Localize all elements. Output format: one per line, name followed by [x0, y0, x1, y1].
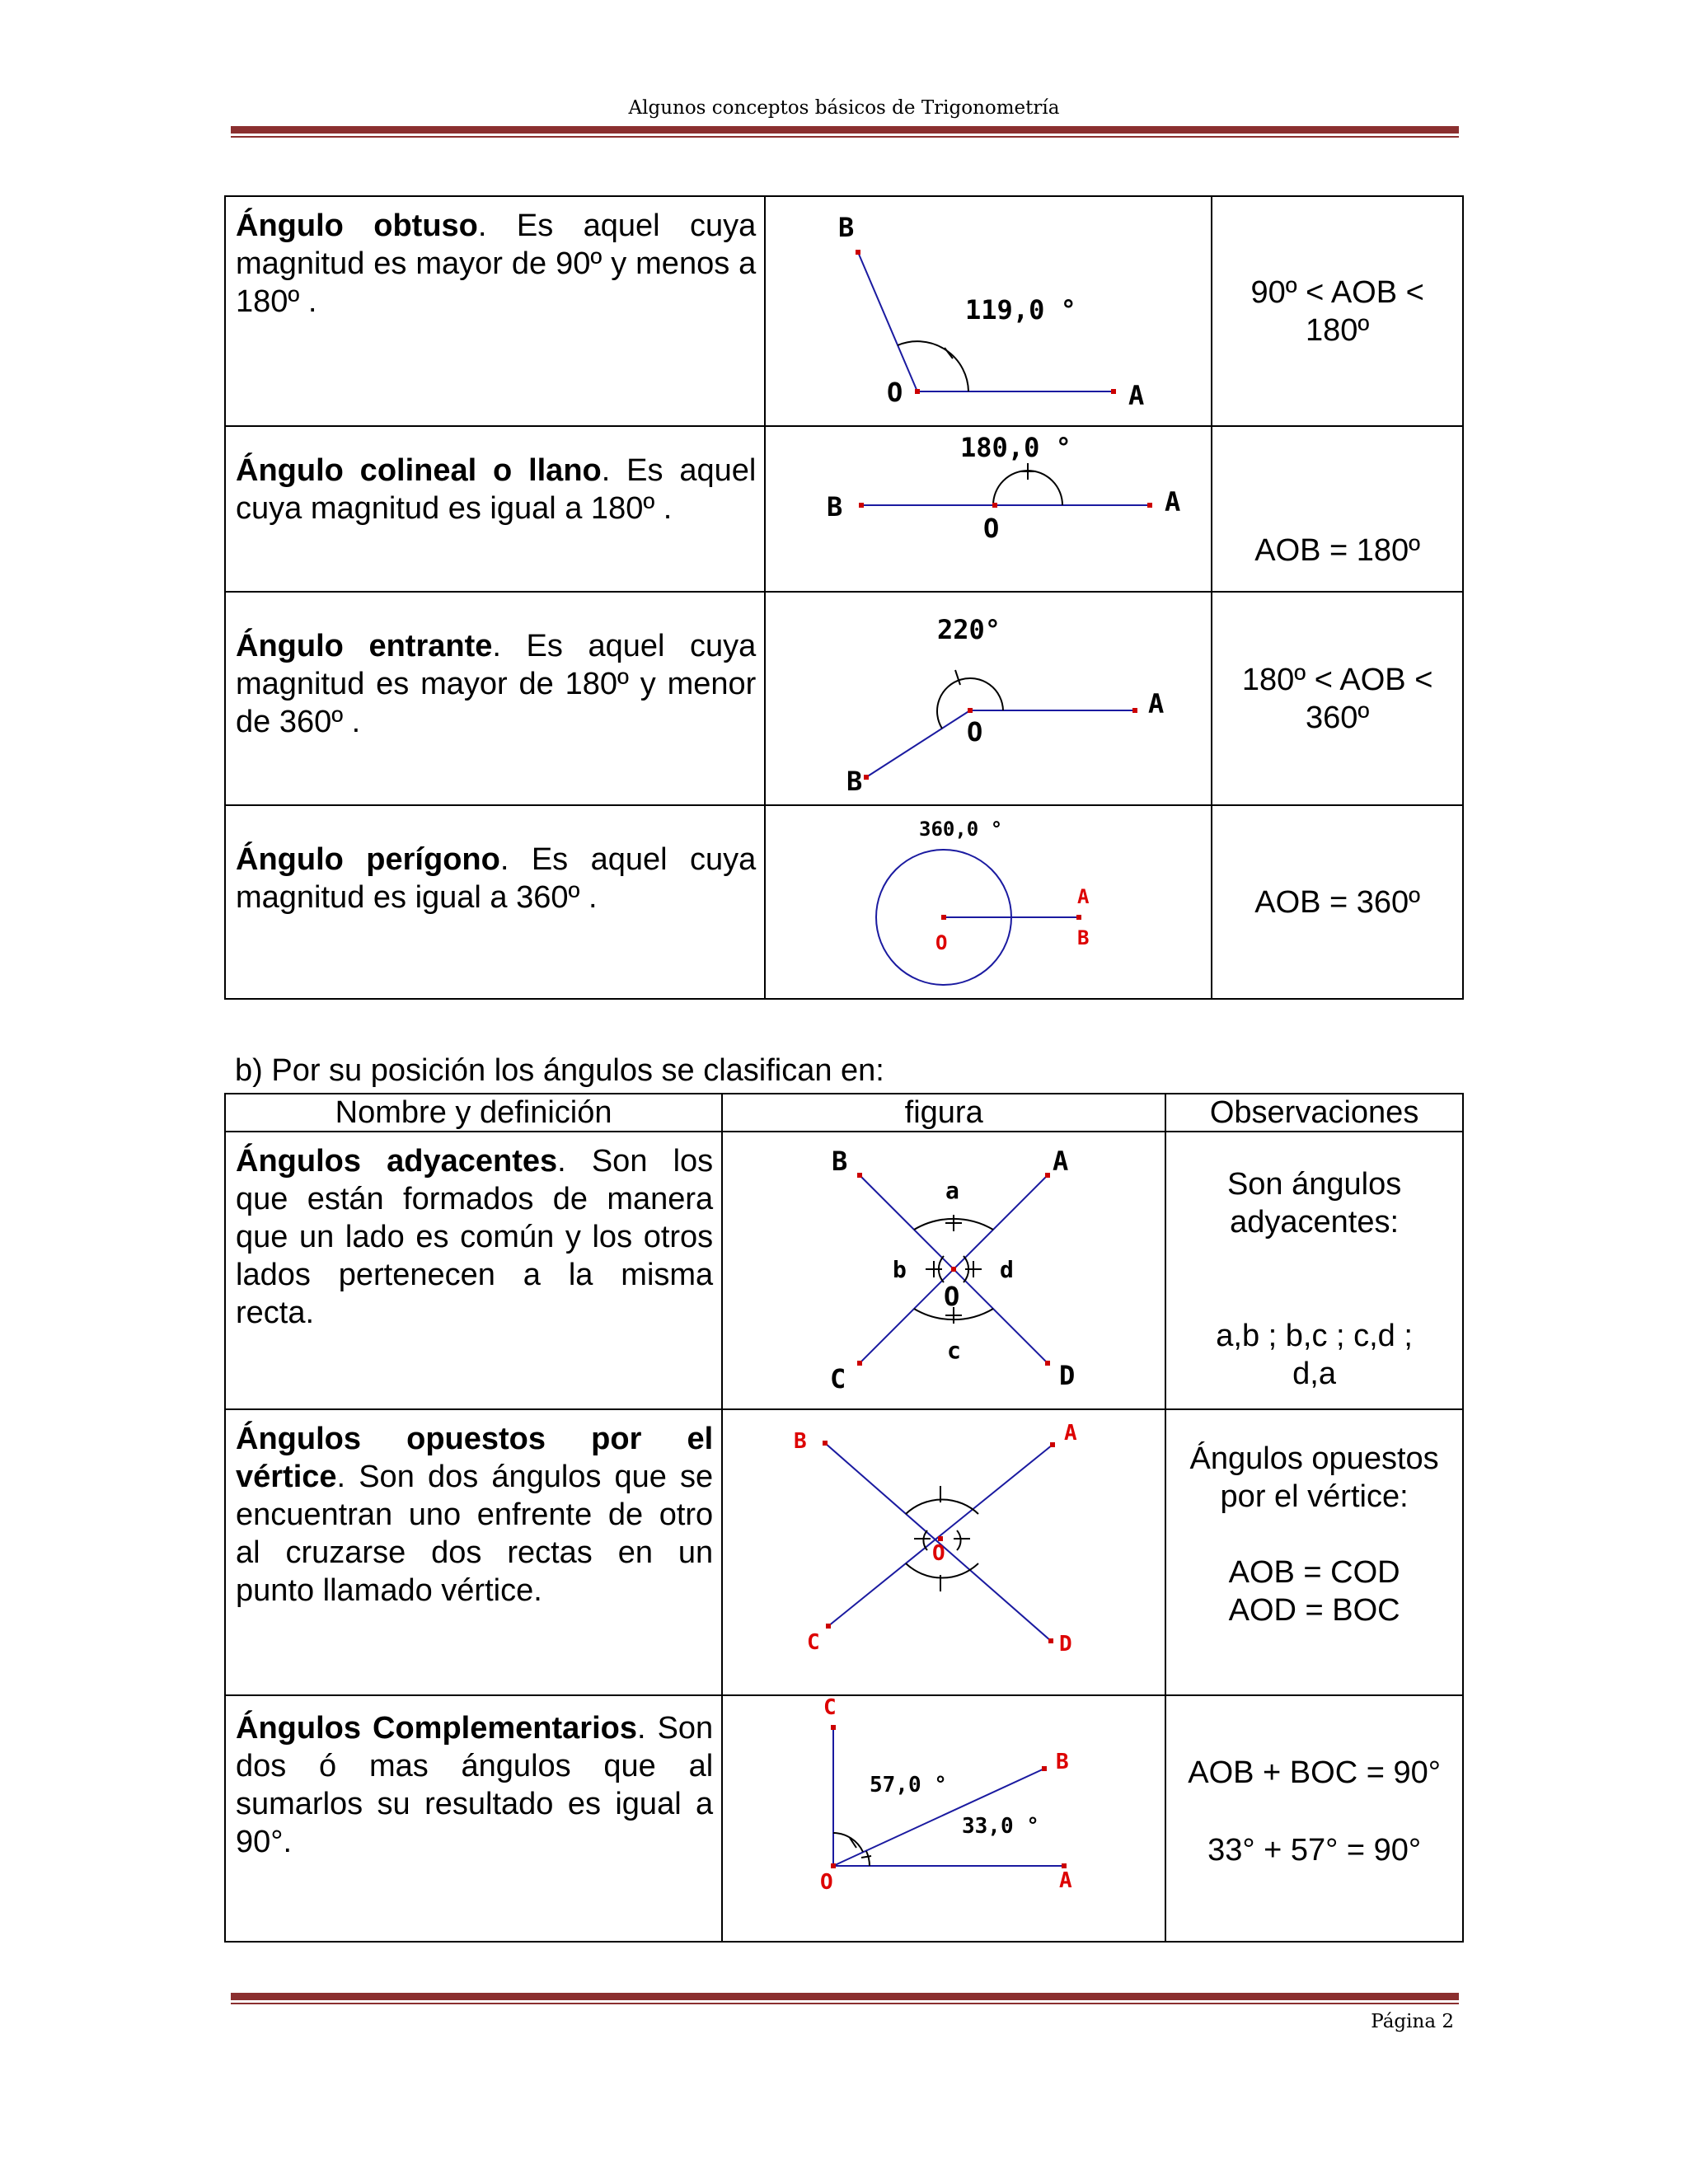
observation-line: d,a	[1292, 1357, 1336, 1391]
term-definition: . Es aquel cuya magnitud es mayor de 90º y menos a 180º .	[236, 209, 757, 319]
point-c-label: C	[807, 1630, 820, 1655]
observation-line: adyacentes:	[1230, 1205, 1400, 1240]
definition-cell	[225, 592, 765, 805]
table-row	[225, 1409, 1463, 1695]
observation-line: 180º	[1306, 312, 1370, 348]
column-header: Observaciones	[1165, 1094, 1463, 1132]
column-header: Nombre y definición	[225, 1094, 722, 1132]
observation-line: AOB = 360º	[1254, 884, 1421, 920]
observation-line: AOB + BOC = 90°	[1188, 1755, 1441, 1790]
observation-cell	[1212, 196, 1463, 426]
point-a-label: A	[1165, 486, 1181, 518]
point-a-label: A	[1148, 688, 1165, 719]
angle-measure-label: 360,0 °	[919, 818, 1003, 841]
vertex-o-label: O	[887, 377, 903, 408]
point-b-label: B	[838, 212, 855, 243]
reflex-angle-figure	[766, 593, 1211, 800]
angle-positions-table	[224, 1093, 1464, 1943]
point-a-label: A	[1077, 885, 1090, 908]
figure-cell	[765, 196, 1212, 426]
observation-line: AOB = COD	[1228, 1555, 1400, 1590]
vertex-o-label: O	[932, 1541, 945, 1566]
section-b-title: b) Por su posición los ángulos se clasifican en:	[235, 1053, 884, 1088]
angle-c-label: c	[947, 1337, 962, 1364]
term-name: Ángulo entrante	[236, 629, 493, 663]
observation-line: 360º	[1306, 700, 1370, 735]
table-row	[225, 592, 1463, 805]
angle-types-table-1	[224, 195, 1464, 1000]
point-d-label: D	[1059, 1360, 1076, 1391]
table-row	[225, 1695, 1463, 1942]
term-name: Ángulos adyacentes	[236, 1144, 558, 1179]
angle-b-label: b	[893, 1256, 907, 1283]
observation-line: Son ángulos	[1226, 1167, 1402, 1202]
observation-line: 90º < AOB <	[1250, 274, 1424, 310]
table-row	[225, 1132, 1463, 1409]
point-b-label: B	[846, 766, 863, 797]
term-definition: . Es aquel cuya magnitud es igual a 360º .	[236, 842, 757, 915]
observation-line: por el vértice:	[1220, 1479, 1409, 1514]
header-rule	[231, 126, 1459, 138]
observation-cell	[1165, 1695, 1463, 1942]
observation-cell	[1212, 592, 1463, 805]
vertex-o-label: O	[983, 513, 1000, 544]
vertical-angles-figure	[723, 1410, 1165, 1690]
figure-cell	[722, 1695, 1165, 1942]
vertex-o-label: O	[935, 931, 948, 954]
point-a-label: A	[1053, 1146, 1069, 1177]
obtuse-angle-figure	[766, 197, 1211, 421]
term-definition: . Es aquel cuya magnitud es igual a 180º .	[236, 453, 757, 526]
definition-cell	[225, 1409, 722, 1695]
angle-a-label: a	[945, 1177, 960, 1204]
observation-line: AOD = BOC	[1228, 1593, 1400, 1628]
point-a-label: A	[1059, 1868, 1072, 1893]
point-c-label: C	[830, 1363, 846, 1394]
term-definition: . Son dos ángulos que se encuentran uno enfrente de otro al cruzarse dos rectas en un punto llamado vértice.	[236, 1460, 714, 1608]
definition-cell	[225, 1695, 722, 1942]
observation-line: AOB = 180º	[1254, 533, 1421, 568]
term-name: Ángulo obtuso	[236, 209, 478, 243]
vertex-o-label: O	[820, 1870, 833, 1895]
term-definition: . Es aquel cuya magnitud es mayor de 180º y menor de 360º .	[236, 629, 757, 739]
angle-33-label: 33,0 °	[962, 1814, 1040, 1839]
straight-angle-figure	[766, 427, 1211, 587]
figure-cell	[722, 1132, 1165, 1409]
point-b-label: B	[832, 1146, 848, 1177]
full-angle-figure	[766, 806, 1211, 994]
observation-line: a,b ; b,c ; c,d ;	[1216, 1319, 1413, 1353]
term-definition: . Son los que están formados de manera que un lado es común y los otros lados pertenecen a la misma recta.	[236, 1144, 714, 1330]
point-a-label: A	[1128, 380, 1145, 411]
definition-cell	[225, 1132, 722, 1409]
point-b-label: B	[827, 491, 843, 523]
observation-cell	[1212, 805, 1463, 999]
term-definition: . Son dos ó mas ángulos que al sumarlos su resultado es igual a 90°.	[236, 1711, 714, 1859]
observation-cell	[1212, 426, 1463, 592]
figure-cell	[765, 805, 1212, 999]
adjacent-angles-figure	[723, 1132, 1165, 1404]
point-b-label: B	[1077, 926, 1090, 949]
vertex-o-label: O	[944, 1281, 960, 1312]
angle-measure-label: 119,0 °	[965, 294, 1077, 326]
term-name: Ángulo colineal o llano	[236, 453, 602, 488]
table-row	[225, 196, 1463, 426]
angle-d-label: d	[1000, 1256, 1015, 1283]
column-header: figura	[722, 1094, 1165, 1132]
term-name: Ángulos opuestos por el vértice	[236, 1422, 714, 1494]
point-d-label: D	[1059, 1632, 1072, 1657]
footer-rule	[231, 1993, 1459, 2004]
figure-cell	[722, 1409, 1165, 1695]
point-b-label: B	[794, 1429, 807, 1454]
running-header: Algunos conceptos básicos de Trigonometría	[628, 97, 1060, 119]
table-header-row	[225, 1094, 1463, 1132]
vertex-o-label: O	[967, 716, 983, 748]
angle-57-label: 57,0 °	[870, 1773, 948, 1797]
observation-cell	[1165, 1409, 1463, 1695]
observation-line: 33° + 57° = 90°	[1207, 1833, 1422, 1868]
page-number: Página 2	[1371, 2011, 1454, 2032]
term-name: Ángulo perígono	[236, 842, 500, 877]
observation-cell	[1165, 1132, 1463, 1409]
complementary-angles-figure	[723, 1696, 1165, 1937]
point-b-label: B	[1056, 1750, 1069, 1774]
angle-measure-label: 220°	[937, 614, 1001, 645]
definition-cell	[225, 426, 765, 592]
point-c-label: C	[823, 1696, 837, 1720]
angle-measure-label: 180,0 °	[960, 432, 1072, 463]
point-a-label: A	[1064, 1421, 1077, 1446]
term-name: Ángulos Complementarios	[236, 1711, 637, 1746]
table-row	[225, 805, 1463, 999]
definition-cell	[225, 805, 765, 999]
figure-cell	[765, 426, 1212, 592]
observation-line: 180º < AOB <	[1241, 662, 1433, 697]
definition-cell	[225, 196, 765, 426]
observation-line: Ángulos opuestos	[1189, 1441, 1439, 1476]
table-row	[225, 426, 1463, 592]
figure-cell	[765, 592, 1212, 805]
